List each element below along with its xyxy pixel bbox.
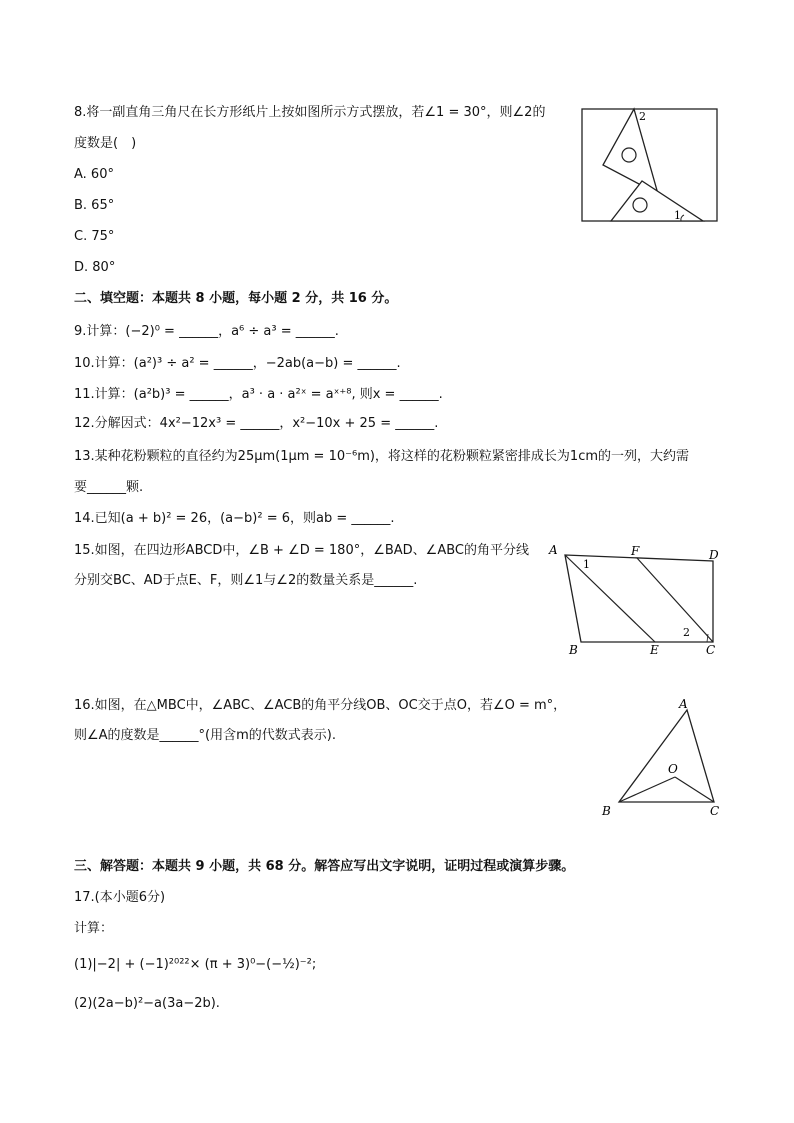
point-o-label: O	[668, 762, 678, 776]
section-2-heading: 二、填空题：本题共 8 小题，每小题 2 分，共 16 分。	[74, 291, 398, 306]
point-b-label: B	[602, 804, 611, 818]
q11: 11.计算：(a²b)³ = ______，a³ · a · a²ˣ = aˣ⁺⁸, 则x = ______.	[74, 387, 443, 402]
q12: 12.分解因式：4x²−12x³ = ______，x²−10x + 25 = ______.	[74, 416, 439, 431]
angle-1-label: 1	[583, 558, 590, 571]
q16-figure	[598, 694, 728, 822]
q13-line2: 要______颗.	[74, 480, 144, 495]
angle-2-label: 2	[683, 626, 690, 639]
bisector-ob	[619, 777, 675, 802]
triangle-abc	[619, 710, 714, 802]
q8-stem-line1: 8.将一副直角三角尺在长方形纸片上按如图所示方式摆放，若∠1 = 30°，则∠2的	[74, 105, 546, 120]
section-3-heading: 三、解答题：本题共 9 小题，共 68 分。解答应写出文字说明，证明过程或演算步骤。	[74, 859, 575, 874]
point-f-label: F	[631, 544, 640, 558]
q9: 9.计算：(−2)⁰ = ______，a⁶ ÷ a³ = ______.	[74, 324, 339, 339]
q17-part2: (2)(2a−b)²−a(3a−2b).	[74, 996, 220, 1011]
point-c-label: C	[706, 643, 716, 657]
q16-line2: 则∠A的度数是______°(用含m的代数式表示).	[74, 728, 336, 743]
q10: 10.计算：(a²)³ ÷ a² = ______，−2ab(a−b) = ______.	[74, 356, 401, 371]
angle-1-label: 1	[674, 209, 681, 222]
q15-line1: 15.如图，在四边形ABCD中，∠B + ∠D = 180°，∠BAD、∠ABC的角平分线	[74, 543, 530, 558]
q15-line2: 分别交BC、AD于点E、F，则∠1与∠2的数量关系是______.	[74, 573, 418, 588]
point-a-label: A	[549, 543, 558, 557]
point-c-label: C	[710, 804, 720, 818]
bisector-cf	[637, 558, 713, 642]
point-a-label: A	[679, 697, 688, 711]
q17-part1: (1)|−2| + (−1)²⁰²²× (π + 3)⁰−(−½)⁻²;	[74, 957, 317, 972]
q14: 14.已知(a + b)² = 26，(a−b)² = 6，则ab = ______.	[74, 511, 395, 526]
q8-figure	[580, 107, 720, 224]
q8-stem-line2: 度数是( )	[74, 136, 137, 151]
q8-option-c: C. 75°	[74, 229, 115, 244]
q8-option-a: A. 60°	[74, 167, 114, 182]
point-e-label: E	[650, 643, 659, 657]
q8-option-b: B. 65°	[74, 198, 115, 213]
q16-line1: 16.如图，在△MBC中，∠ABC、∠ACB的角平分线OB、OC交于点O，若∠O = m°，	[74, 698, 567, 713]
q15-figure	[540, 538, 730, 660]
q17-prompt: 计算：	[74, 921, 114, 936]
q17-title: 17.(本小题6分)	[74, 890, 166, 905]
q8-option-d: D. 80°	[74, 260, 116, 275]
point-d-label: D	[709, 548, 719, 562]
point-b-label: B	[569, 643, 578, 657]
angle-2-label: 2	[639, 110, 646, 123]
q13-line1: 13.某种花粉颗粒的直径约为25μm(1μm = 10⁻⁶m)，将这样的花粉颗粒紧密排成长为1cm的一列，大约需	[74, 449, 690, 464]
